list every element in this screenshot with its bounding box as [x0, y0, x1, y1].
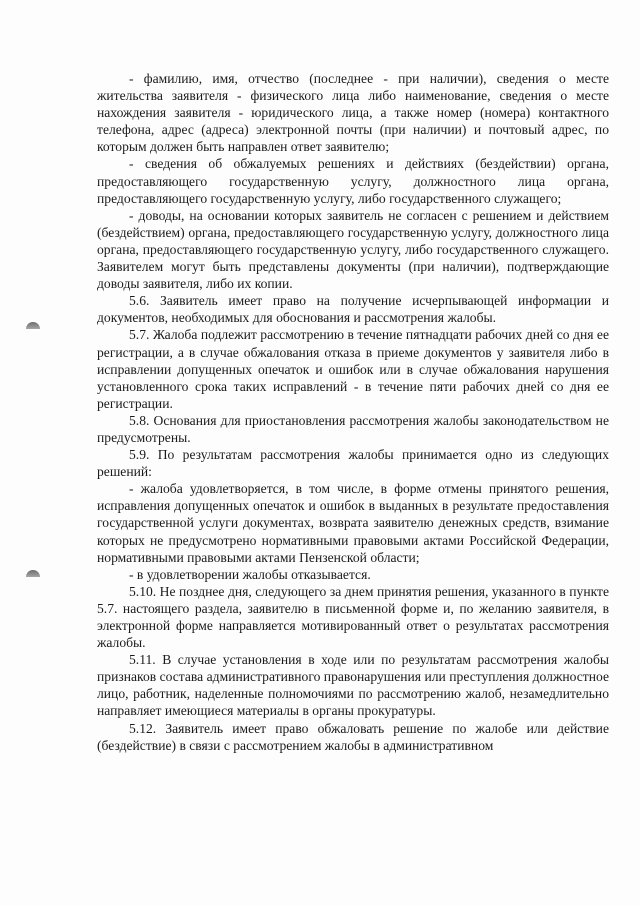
- punch-hole-mark: [26, 570, 40, 577]
- paragraph: 5.8. Основания для приостановления рассмотрения жалобы законодательством не предусмотрены.: [97, 412, 609, 445]
- paragraph: - сведения об обжалуемых решениях и действиях (бездействии) органа, предоставляющего государственную услугу, должностного лица органа, предоставляющего государственную услугу, либо государственного служащего;: [97, 156, 609, 206]
- paragraph: 5.9. По результатам рассмотрения жалобы принимается одно из следующих решений:: [97, 447, 609, 480]
- paragraph: 5.7. Жалоба подлежит рассмотрению в течение пятнадцати рабочих дней со дня ее регистрации, а в случае обжалования отказа в приеме документов у заявителя либо в исправлении допущенных опечаток и ошибок или в случае обжалования нарушения установленного срока таких исправлений - в течение пяти рабочих дней со дня ее регистрации.: [97, 327, 609, 411]
- paragraph: 5.6. Заявитель имеет право на получение исчерпывающей информации и документов, необходимых для обоснования и рассмотрения жалобы.: [97, 293, 609, 326]
- document-body: [97, 70, 609, 754]
- paragraph: - доводы, на основании которых заявитель не согласен с решением и действием (бездействием) органа, предоставляющего государственную услугу, должностного лица органа, предоставляющего государственную услугу, либо государственного служащего. Заявителем могут быть представлены документы (при наличии), подтверждающие доводы заявителя, либо их копии.: [97, 207, 609, 292]
- paragraph: - фамилию, имя, отчество (последнее - при наличии), сведения о месте жительства заявителя - физического лица либо наименование, сведения о месте нахождения заявителя - юридического лица, а также номер (номера) контактного телефона, адрес (адреса) электронной почты (при наличии) и почтовый адрес, по которым должен быть направлен ответ заявителю;: [97, 71, 609, 155]
- paragraph: - в удовлетворении жалобы отказывается.: [129, 566, 371, 582]
- paragraph: - жалоба удовлетворяется, в том числе, в форме отмены принятого решения, исправления допущенных опечаток и ошибок в выданных в результате предоставления государственной услуги документах, возврата заявителю денежных средств, взимание которых не предусмотрено нормативными правовыми актами Российской Федерации, нормативными правовыми актами Пензенской области;: [97, 481, 609, 565]
- paragraph: 5.11. В случае установления в ходе или по результатам рассмотрения жалобы признаков состава административного правонарушения или преступления должностное лицо, работник, наделенные полномочиями по рассмотрению жалоб, незамедлительно направляет имеющиеся материалы в органы прокуратуры.: [97, 652, 609, 719]
- paragraph: 5.10. Не позднее дня, следующего за днем принятия решения, указанного в пункте 5.7. настоящего раздела, заявителю в письменной форме и, по желанию заявителя, в электронной форме направляется мотивированный ответ о результатах рассмотрения жалобы.: [97, 583, 609, 651]
- paragraph: 5.12. Заявитель имеет право обжаловать решение по жалобе или действие (бездействие) в связи с рассмотрением жалобы в административном: [97, 720, 609, 753]
- punch-hole-mark: [26, 322, 40, 329]
